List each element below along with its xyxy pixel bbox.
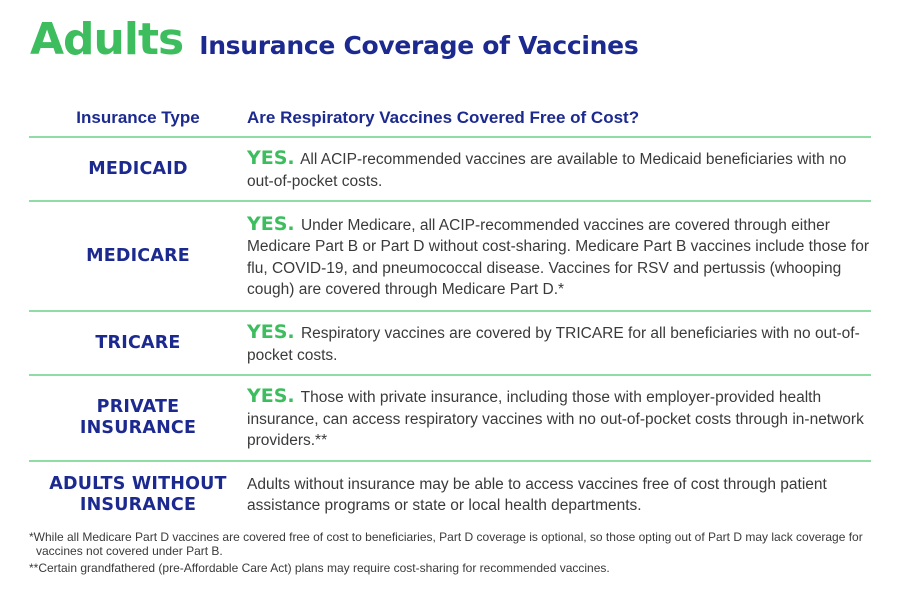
- yes-badge: YES.: [247, 147, 295, 169]
- header-insurance-type: Insurance Type: [76, 108, 200, 127]
- coverage-description: [247, 384, 871, 452]
- title-main: Adults: [30, 14, 184, 65]
- footnote-grandfathered-plans: **Certain grandfathered (pre-Affordable Care Act) plans may require cost-sharing for recommended vaccines.: [29, 561, 610, 575]
- yes-badge: YES.: [247, 212, 295, 235]
- insurance-type-label-line1: ADULTS WITHOUT: [49, 474, 227, 494]
- table-row-private-insurance: [29, 376, 871, 462]
- yes-badge: YES.: [247, 385, 295, 408]
- coverage-text: Those with private insurance, including those with employer-provided health insurance, can access respiratory vaccines with no out-of-pocket costs through in-network providers.**: [247, 389, 864, 450]
- coverage-text: All ACIP-recommended vaccines are available to Medicaid beneficiaries with no out-of-pocket costs.: [247, 151, 847, 190]
- coverage-text: Under Medicare, all ACIP-recommended vaccines are covered through either Medicare Part B or Part D without cost-sharing. Medicare Part B vaccines include those for flu, COVID-19, and pneumococcal disease. Vaccines for RSV and pertussis (whooping cough) are covered through Medicare Part D.*: [247, 216, 869, 298]
- table-row-tricare: [29, 312, 871, 376]
- coverage-text: Adults without insurance may be able to access vaccines free of cost through patient assistance programs or state or local health departments.: [247, 475, 827, 514]
- title-subtitle: Insurance Coverage of Vaccines: [199, 31, 639, 60]
- table-row-medicaid: [29, 138, 871, 202]
- coverage-text: Respiratory vaccines are covered by TRICARE for all beneficiaries with no out-of-pocket costs.: [247, 325, 860, 364]
- coverage-description: [247, 474, 871, 517]
- insurance-type-label: MEDICAID: [88, 158, 188, 179]
- yes-badge: YES.: [247, 321, 295, 343]
- page-title: [30, 14, 639, 65]
- insurance-type-label-line1: PRIVATE: [96, 397, 180, 417]
- coverage-description: [247, 212, 871, 301]
- table-row-adults-without-insurance: [29, 462, 871, 528]
- coverage-table: [29, 100, 871, 528]
- table-header-row: [29, 100, 871, 138]
- insurance-type-label-line2: INSURANCE: [79, 418, 197, 438]
- insurance-type-label: MEDICARE: [86, 245, 190, 266]
- table-row-medicare: [29, 202, 871, 312]
- footnote-medicare-part-d: *While all Medicare Part D vaccines are covered free of cost to beneficiaries, Part D coverage is optional, so those opting out of Part D may lack coverage for vaccines not covered under Part B.: [29, 530, 863, 558]
- header-coverage-question: Are Respiratory Vaccines Covered Free of Cost?: [247, 108, 640, 127]
- footnotes: [29, 530, 879, 578]
- insurance-type-label: TRICARE: [95, 332, 181, 353]
- insurance-type-label-line2: INSURANCE: [79, 495, 197, 515]
- coverage-description: [247, 146, 871, 192]
- coverage-description: [247, 320, 871, 366]
